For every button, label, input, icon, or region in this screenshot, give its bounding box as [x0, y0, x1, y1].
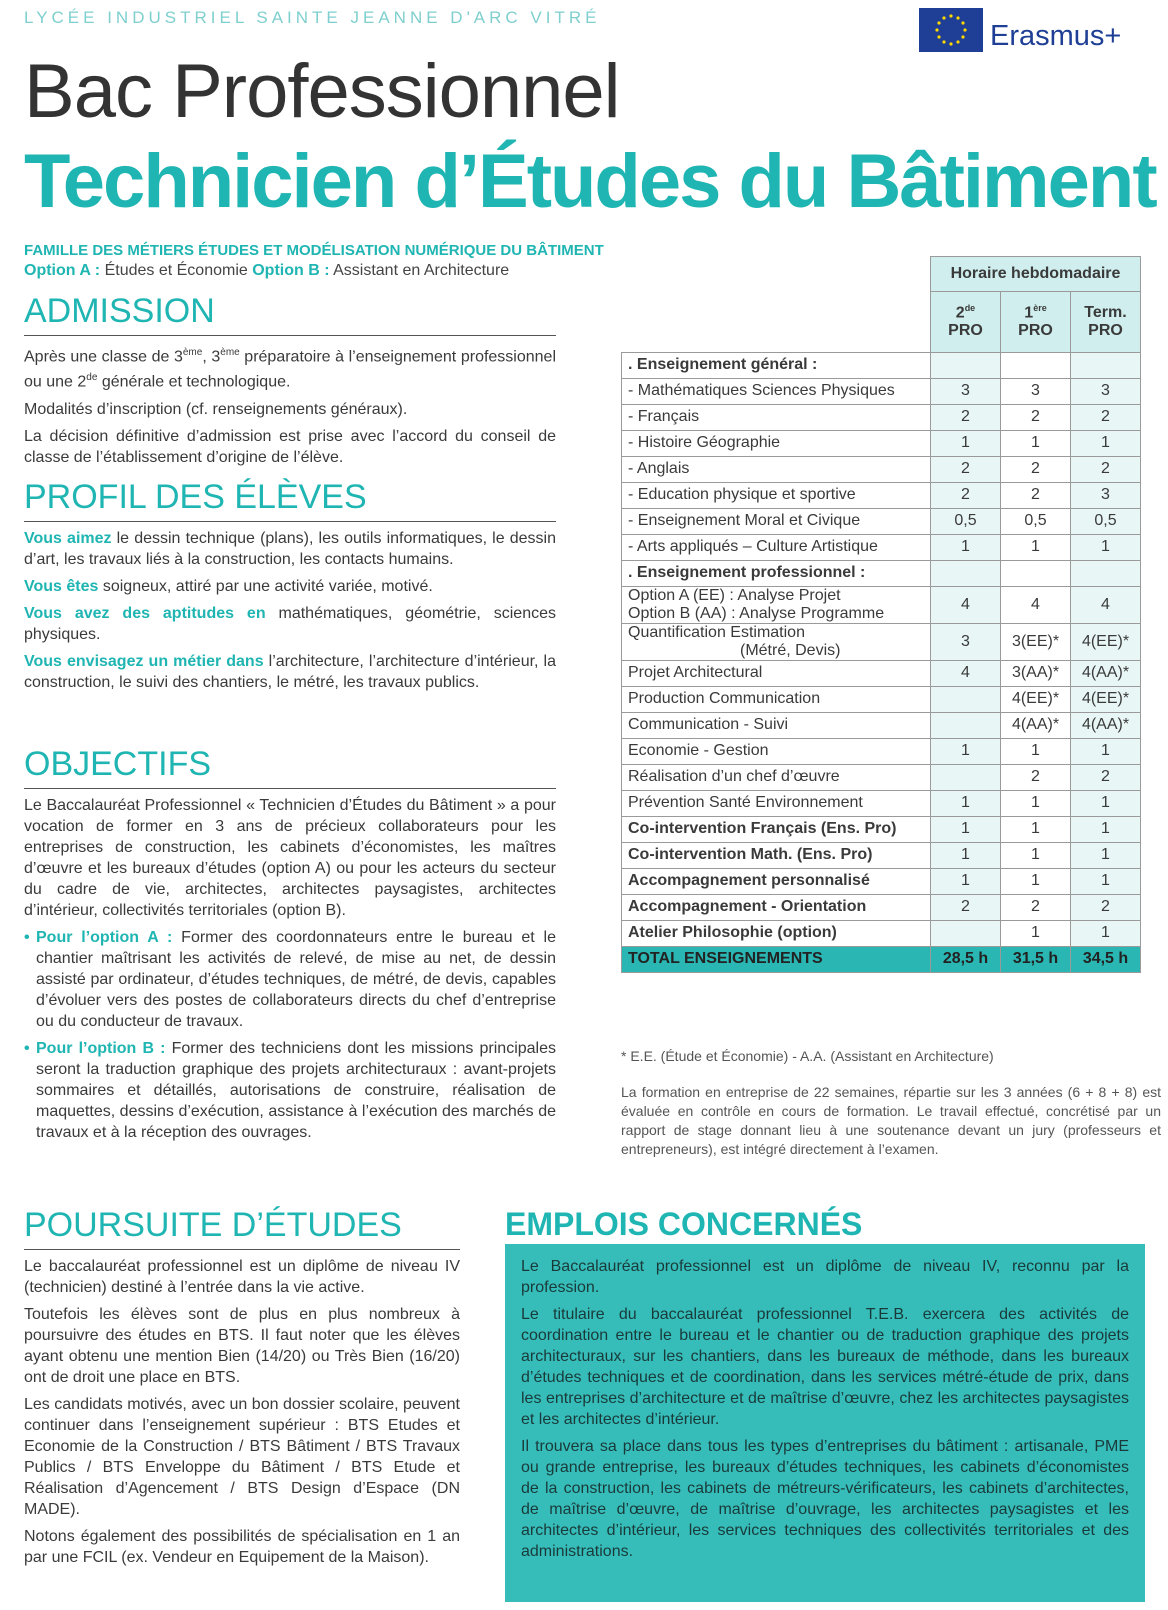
row-label: - Anglais [622, 456, 931, 482]
table-row [622, 352, 1141, 378]
row-label: Quantification Estimation (Métré, Devis) [622, 623, 931, 660]
emplois-p1: Le Baccalauréat professionnel est un diplôme de niveau IV, reconnu par la profession. [521, 1258, 1129, 1296]
table-row [622, 404, 1141, 430]
row-label: Co-intervention Math. (Ens. Pro) [622, 842, 931, 868]
row-value: 2 [1071, 894, 1141, 920]
row-value [931, 686, 1001, 712]
table-row [622, 586, 1141, 623]
row-value [1001, 352, 1071, 378]
row-value [931, 920, 1001, 946]
row-value: 1 [1001, 534, 1071, 560]
profil-item: Vous êtes soigneux, attiré par une activité variée, motivé. [24, 578, 433, 595]
row-label: Atelier Philosophie (option) [622, 920, 931, 946]
horaire-header: Horaire hebdomadaire [931, 257, 1141, 292]
row-value: 1 [1001, 738, 1071, 764]
objectifs-title: OBJECTIFS [24, 745, 212, 783]
row-value: 1 [1071, 816, 1141, 842]
option-a-text: Études et Économie [100, 262, 253, 279]
row-value: 4(AA)* [1001, 712, 1071, 738]
row-value: 1 [1001, 790, 1071, 816]
profil-item: Vous aimez le dessin technique (plans), les outils informatiques, le dessin d’art, les travaux liés à la construction, les contacts humains. [24, 530, 557, 568]
objectifs-intro: Le Baccalauréat Professionnel « Technicien d’Études du Bâtiment » a pour vocation de former en 3 ans de précieux collaborateurs pour les entreprises de construction, les cabinets d’économistes, les maîtres d’œuvre et les bureaux d’études (option A) ou pour les acteurs du secteur du cadre de vie, architectes, architectes paysagistes, architectes d’intérieur, collectivités territoriales (option B). [24, 797, 556, 919]
col-1ere: 1ère PRO [1001, 292, 1071, 353]
row-value: 1 [1071, 430, 1141, 456]
row-value: 0,5 [931, 508, 1001, 534]
poursuite-p3: Les candidats motivés, avec un bon dossier scolaire, peuvent continuer dans l’enseignement supérieur : BTS Etudes et Economie de la Construction / BTS Bâtiment / BTS Travaux Publics / BTS Enveloppe du Bâtiment / BTS Etude et Réalisation d’Agencement / BTS Design d’Espace (DN MADE). [24, 1396, 460, 1518]
table-row [622, 378, 1141, 404]
row-value: 4 [1001, 586, 1071, 623]
row-value: 2 [1071, 404, 1141, 430]
eu-flag-icon [919, 8, 983, 52]
table-row [622, 842, 1141, 868]
row-value: 1 [1001, 920, 1071, 946]
emplois-title: EMPLOIS CONCERNÉS [505, 1206, 863, 1242]
row-value: 4(EE)* [1001, 686, 1071, 712]
row-value [931, 352, 1001, 378]
row-value [1001, 560, 1071, 586]
row-value: 4(AA)* [1071, 712, 1141, 738]
option-b-label: Option B : [252, 262, 330, 279]
row-value: 1 [1071, 920, 1141, 946]
row-label: Accompagnement personnalisé [622, 868, 931, 894]
table-row [622, 816, 1141, 842]
table-row [622, 712, 1141, 738]
table-row [622, 482, 1141, 508]
row-label: Communication - Suivi [622, 712, 931, 738]
row-value: 4(AA)* [1071, 660, 1141, 686]
table-row [622, 920, 1141, 946]
row-value [1071, 560, 1141, 586]
table-row [622, 430, 1141, 456]
poursuite-p4: Notons également des possibilités de spécialisation en 1 an par une FCIL (ex. Vendeur en Equipement de la Maison). [24, 1528, 460, 1566]
row-label: - Enseignement Moral et Civique [622, 508, 931, 534]
row-value: 2 [931, 894, 1001, 920]
row-label: - Education physique et sportive [622, 482, 931, 508]
table-row [622, 623, 1141, 660]
row-value: 2 [1001, 482, 1071, 508]
row-value: 1 [1071, 842, 1141, 868]
row-value: 2 [1001, 404, 1071, 430]
school-name: LYCÉE INDUSTRIEL SAINTE JEANNE D'ARC VITRÉ [24, 8, 601, 27]
table-row [622, 508, 1141, 534]
row-value: 2 [931, 456, 1001, 482]
row-value: 3 [1001, 378, 1071, 404]
row-value: 4 [1071, 586, 1141, 623]
row-value: 1 [1071, 738, 1141, 764]
row-value: 2 [931, 482, 1001, 508]
objectifs-section [24, 745, 556, 1149]
admission-section [24, 292, 556, 474]
title-specialite: Technicien d’Études du Bâtiment [24, 139, 1156, 224]
erasmus-text: Erasmus+ [990, 20, 1122, 52]
row-value: 2 [1001, 894, 1071, 920]
table-row [622, 894, 1141, 920]
row-value: 3 [931, 378, 1001, 404]
col-term: Term. PRO [1071, 292, 1141, 353]
row-value: 1 [1001, 868, 1071, 894]
row-value: 4 [931, 586, 1001, 623]
admission-title: ADMISSION [24, 292, 215, 330]
emplois-p2: Le titulaire du baccalauréat professionnel T.E.B. exercera des activités de coordination entre le bureau et le chantier ou de traduction graphique des projets architecturaux, sur les chantiers, dans les bureaux de méthode, dans les bureaux d’études techniques et de coordination, dans les services métré-étude de prix, dans les entreprises d’architecture et de maîtrise d’œuvre, chez les architectes paysagistes et les architectes d’intérieur. [521, 1306, 1129, 1428]
row-label: Option A (EE) : Analyse Projet Option B (AA) : Analyse Programme [622, 586, 931, 623]
row-label: Réalisation d’un chef d’œuvre [622, 764, 931, 790]
row-value: 2 [1071, 764, 1141, 790]
option-b-text: Assistant en Architecture [329, 262, 510, 279]
row-value: 1 [1001, 842, 1071, 868]
row-value: 3(EE)* [1001, 623, 1071, 660]
table-row [622, 790, 1141, 816]
emplois-p3: Il trouvera sa place dans tous les types d’entreprises du bâtiment : artisanale, PME ou grande entreprise, les bureaux d’études techniques, les cabinets d’économistes de la construction, les cabinets de métreurs-vérificateurs, les cabinets d’architectes, de maîtrise d’œuvre, de maîtrise d’ouvrage, les architectes paysagistes et les architectes d’intérieur, les services techniques des collectivités territoriales et des administrations. [521, 1438, 1129, 1560]
row-value: 3 [1071, 482, 1141, 508]
admission-p2: Modalités d’inscription (cf. renseignements généraux). [24, 400, 408, 418]
horaire-table [621, 256, 1141, 973]
row-value: 1 [1001, 430, 1071, 456]
table-row [622, 868, 1141, 894]
row-value: 3 [1071, 378, 1141, 404]
row-value: 3(AA)* [1001, 660, 1071, 686]
admission-rule [24, 335, 556, 336]
options-line [24, 262, 509, 280]
row-label: Projet Architectural [622, 660, 931, 686]
row-label: - Français [622, 404, 931, 430]
row-value: 4(EE)* [1071, 686, 1141, 712]
row-value: 1 [931, 842, 1001, 868]
profil-title: PROFIL DES ÉLÈVES [24, 478, 367, 516]
table-row [622, 560, 1141, 586]
table-row [622, 738, 1141, 764]
table-row [622, 534, 1141, 560]
bullet-icon: • [24, 929, 30, 946]
table-row [622, 456, 1141, 482]
row-value: 2 [1071, 456, 1141, 482]
row-label: . Enseignement général : [622, 352, 931, 378]
table-row [622, 660, 1141, 686]
row-value [931, 712, 1001, 738]
objectif-option-b: • Pour l’option B : Former des techniciens dont les missions principales seront la traduction graphique des projets architecturaux : avant-projets sommaires et détaillés, autorisations de construire, réalisation de maquettes, dessins d’exécution, assistance à l’exécution des marchés de travaux et à la réception des ouvrages. [24, 1040, 557, 1141]
row-value: 1 [931, 816, 1001, 842]
row-value: 2 [1001, 456, 1071, 482]
admission-p1: Après une classe de 3ème, 3ème préparatoire à l’enseignement professionnel ou une 2de générale et technologique. [24, 347, 557, 391]
profil-item: Vous avez des aptitudes en mathématiques, géométrie, sciences physiques. [24, 605, 557, 643]
row-value: 1 [1071, 868, 1141, 894]
row-label: - Mathématiques Sciences Physiques [622, 378, 931, 404]
row-label: . Enseignement professionnel : [622, 560, 931, 586]
profil-section [24, 478, 556, 699]
row-label: Economie - Gestion [622, 738, 931, 764]
bullet-icon: • [24, 1040, 30, 1057]
row-value: 1 [931, 738, 1001, 764]
formation-text: La formation en entreprise de 22 semaines, répartie sur les 3 années (6 + 8 + 8) est évaluée en contrôle en cours de formation. Le travail effectué, concrétisé par un rapport de stage donnant lieu à une soutenance devant un jury (professeurs et entrepreneurs), est intégré directement à l’examen. [621, 1084, 1161, 1157]
objectifs-rule [24, 788, 556, 789]
row-value: 1 [931, 790, 1001, 816]
row-value [931, 764, 1001, 790]
row-label: - Arts appliqués – Culture Artistique [622, 534, 931, 560]
total-row: TOTAL ENSEIGNEMENTS 28,5 h 31,5 h 34,5 h [622, 946, 1141, 972]
col-2de: 2de PRO [931, 292, 1001, 353]
row-value: 0,5 [1071, 508, 1141, 534]
row-label: - Histoire Géographie [622, 430, 931, 456]
row-value: 1 [1001, 816, 1071, 842]
row-value: 4(EE)* [1071, 623, 1141, 660]
table-row [622, 764, 1141, 790]
row-value: 0,5 [1001, 508, 1071, 534]
poursuite-p1: Le baccalauréat professionnel est un diplôme de niveau IV (technicien) destiné à l’entrée dans la vie active. [24, 1258, 460, 1296]
row-value [931, 560, 1001, 586]
table-row [622, 686, 1141, 712]
row-label: Accompagnement - Orientation [622, 894, 931, 920]
row-value: 2 [931, 404, 1001, 430]
row-value: 1 [1071, 534, 1141, 560]
poursuite-section [24, 1206, 460, 1574]
title-bac-pro: Bac Professionnel [24, 49, 620, 134]
row-label: Prévention Santé Environnement [622, 790, 931, 816]
row-label: Production Communication [622, 686, 931, 712]
emplois-box [505, 1244, 1145, 1602]
objectif-option-a: • Pour l’option A : Former des coordonnateurs entre le bureau et le chantier maîtrisant les activités de relevé, de mise au net, de dessin assisté par ordinateur, d’études techniques, de métré, de devis, capables d’évoluer vers des postes de collaborateurs directs du chef d’entreprise ou du conducteur de travaux. [24, 929, 556, 1030]
row-label: Co-intervention Français (Ens. Pro) [622, 816, 931, 842]
poursuite-title: POURSUITE D’ÉTUDES [24, 1206, 402, 1244]
footnote: * E.E. (Étude et Économie) - A.A. (Assistant en Architecture) [621, 1048, 994, 1064]
poursuite-rule [24, 1249, 460, 1250]
option-a-label: Option A : [24, 262, 101, 279]
row-value: 1 [1071, 790, 1141, 816]
row-value [1071, 352, 1141, 378]
row-value: 1 [931, 868, 1001, 894]
row-value: 1 [931, 430, 1001, 456]
admission-p3: La décision définitive d’admission est prise avec l’accord du conseil de classe de l’établissement d’origine de l’élève. [24, 427, 556, 466]
row-value: 1 [931, 534, 1001, 560]
erasmus-logo [919, 8, 1151, 56]
profil-item: Vous envisagez un métier dans l’architecture, l’architecture d’intérieur, la construction, le suivi des chantiers, le métré, les travaux publics. [24, 653, 557, 691]
famille-metiers: FAMILLE DES MÉTIERS ÉTUDES ET MODÉLISATION NUMÉRIQUE DU BÂTIMENT [24, 242, 604, 259]
row-value: 2 [1001, 764, 1071, 790]
row-value: 4 [931, 660, 1001, 686]
poursuite-p2: Toutefois les élèves sont de plus en plus nombreux à poursuivre des études en BTS. Il faut noter que les élèves ayant obtenu une mention Bien (14/20) ou Très Bien (16/20) ont de droit une place en BTS. [24, 1306, 460, 1386]
profil-rule [24, 521, 556, 522]
row-value: 3 [931, 623, 1001, 660]
